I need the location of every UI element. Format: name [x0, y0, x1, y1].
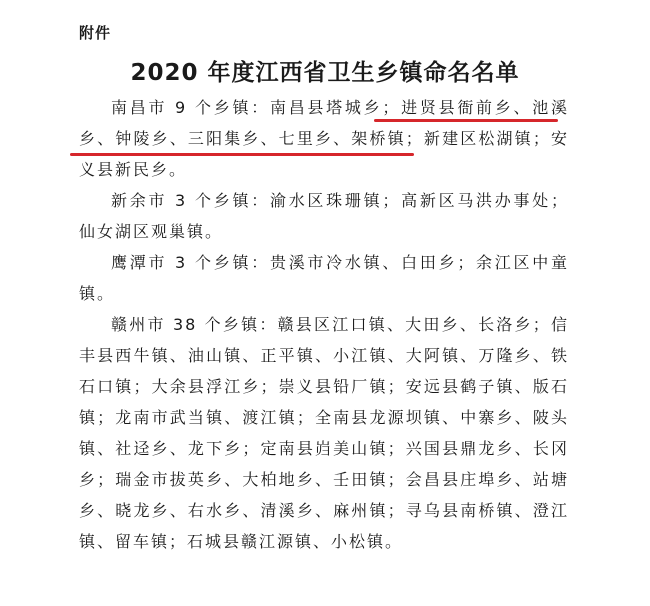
paragraph-ganzhou: 赣州市 38 个乡镇：赣县区江口镇、大田乡、长洛乡；信丰县西牛镇、油山镇、正平镇、小江镇、大阿镇、万隆乡、铁石口镇；大余县浮江乡；崇义县铅厂镇；安远县鹤子镇、版石镇；龙南市武当镇、渡江镇；全南县龙源坝镇、中寨乡、陂头镇、社迳乡、龙下乡；定南县岿美山镇；兴国县鼎龙乡、长冈乡；瑞金市拔英乡、大柏地乡、壬田镇；会昌县庄埠乡、站塘乡、晓龙乡、右水乡、清溪乡、麻州镇；寻乌县南桥镇、澄江镇、留车镇；石城县赣江源镇、小松镇。: [79, 315, 569, 551]
red-underline-annotation: [70, 153, 414, 156]
document-body: [79, 92, 569, 557]
paragraph-nanchang: 南昌市 9 个乡镇：南昌县塔城乡；进贤县衙前乡、池溪乡、钟陵乡、三阳集乡、七里乡、架桥镇；新建区松湖镇；安义县新民乡。: [79, 98, 569, 179]
attachment-label: 附件: [79, 24, 112, 42]
paragraph-xinyu: 新余市 3 个乡镇：渝水区珠珊镇；高新区马洪办事处；仙女湖区观巢镇。: [79, 191, 569, 241]
red-underline-annotation: [374, 119, 558, 122]
document-title: 2020 年度江西省卫生乡镇命名名单: [130, 60, 520, 86]
paragraph-yingtan: 鹰潭市 3 个乡镇：贵溪市冷水镇、白田乡；余江区中童镇。: [79, 253, 569, 303]
